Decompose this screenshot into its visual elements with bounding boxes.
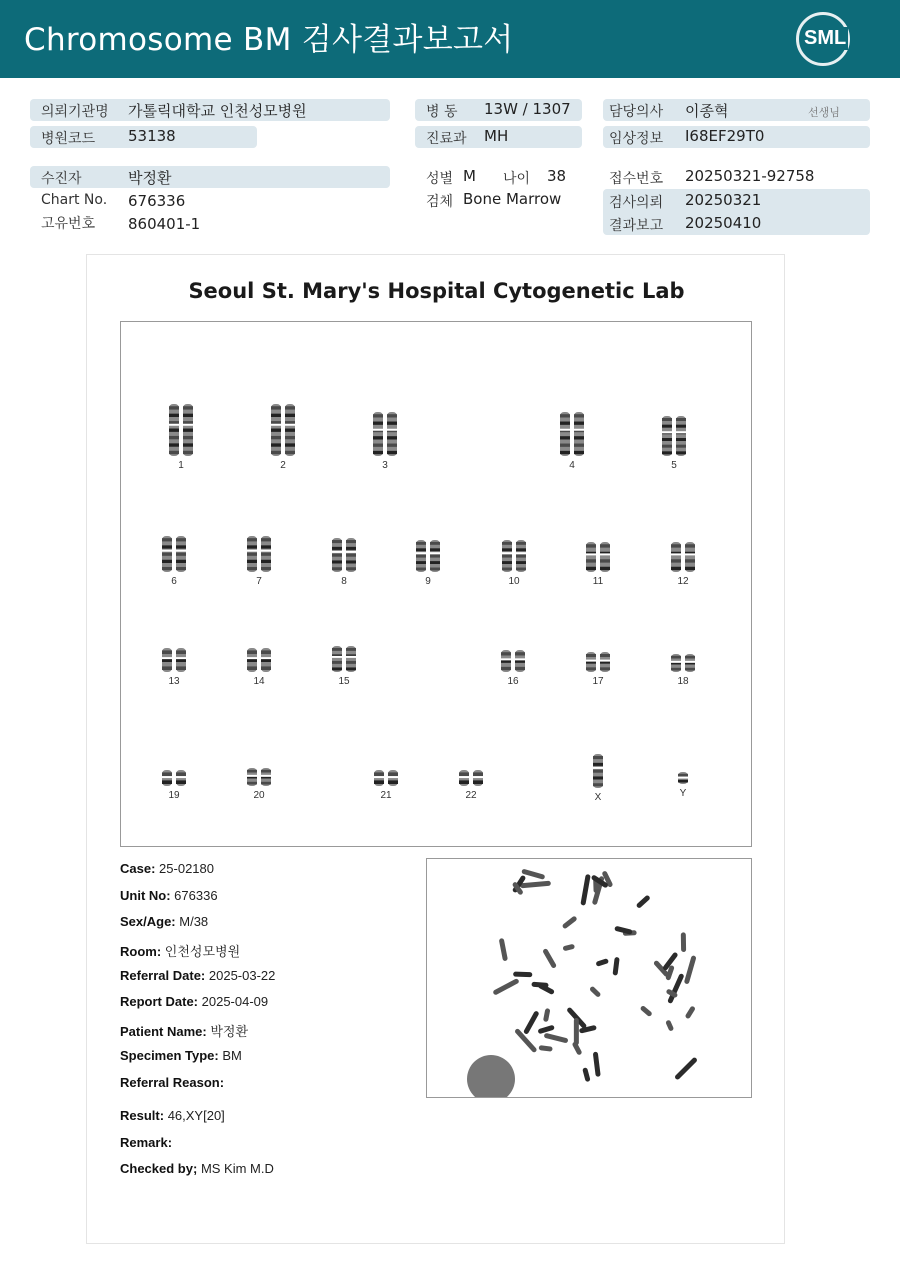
chromosome-pair-icon xyxy=(458,770,484,786)
chromosome-pair-icon xyxy=(559,412,585,456)
chromosome-label: 14 xyxy=(253,676,265,687)
chromosome-pair-icon xyxy=(331,538,357,572)
unit-row: Unit No: 676336 xyxy=(120,888,218,903)
chromosome-label: 12 xyxy=(677,576,689,587)
chromosome-pair-icon xyxy=(585,542,611,572)
report-value: 20250410 xyxy=(685,214,762,232)
chromosome-pair-icon xyxy=(161,648,187,672)
dept-label: 진료과 xyxy=(426,131,467,147)
chromosome-y xyxy=(663,772,703,799)
report-date-row: Report Date: 2025-04-09 xyxy=(120,994,269,1009)
institution-value: 가톨릭대학교 인천성모병원 xyxy=(128,102,307,120)
chromosome-9 xyxy=(408,540,448,587)
chromosome-label: 11 xyxy=(592,576,604,587)
room-row: Room: 인천성모병원 xyxy=(120,944,241,959)
chromosome-pair-icon xyxy=(246,648,272,672)
chromosome-pair-icon xyxy=(585,652,611,672)
sex-label: 성별 xyxy=(426,171,454,187)
chromosome-18 xyxy=(663,654,703,687)
chromosome-pair-icon xyxy=(246,536,272,572)
id-label: 고유번호 xyxy=(41,216,96,232)
ward-value: 13W / 1307 xyxy=(484,100,571,118)
chromosome-label: 2 xyxy=(280,460,286,471)
chromosome-pair-icon xyxy=(661,416,687,456)
logo-text: SML xyxy=(804,27,847,49)
chromosome-pair-icon xyxy=(270,404,296,456)
chromosome-label: 20 xyxy=(253,790,265,801)
chromosome-label: 9 xyxy=(425,576,431,587)
chromosome-5 xyxy=(654,416,694,471)
chromosome-19 xyxy=(154,770,194,801)
chromosome-pair-icon xyxy=(161,770,187,786)
lab-report xyxy=(86,254,785,1244)
chromosome-label: 22 xyxy=(465,790,477,801)
chromosome-7 xyxy=(239,536,279,587)
chromosome-label: 21 xyxy=(380,790,392,801)
chromosome-pair-icon xyxy=(670,542,696,572)
sml-logo xyxy=(796,12,854,66)
chromosome-6 xyxy=(154,536,194,587)
chromosome-14 xyxy=(239,648,279,687)
chromosome-label: 8 xyxy=(341,576,347,587)
karyogram xyxy=(120,321,752,847)
report-label: 결과보고 xyxy=(609,218,664,234)
patient-label: 수진자 xyxy=(41,171,82,187)
chromosome-2 xyxy=(263,404,303,471)
chromosome-label: 3 xyxy=(382,460,388,471)
chromosome-13 xyxy=(154,648,194,687)
specimen-value: Bone Marrow xyxy=(463,190,562,208)
doctor-value: 이종혁 xyxy=(685,102,729,120)
hospital-code-value: 53138 xyxy=(128,127,176,145)
chromosome-label: 18 xyxy=(677,676,689,687)
chromosome-1 xyxy=(161,404,201,471)
chromosome-pair-icon xyxy=(331,646,357,672)
chromosome-label: 19 xyxy=(168,790,180,801)
lab-title: Seoul St. Mary's Hospital Cytogenetic Lab xyxy=(188,279,685,303)
sexage-row: Sex/Age: M/38 xyxy=(120,914,209,929)
clinical-value: I68EF29T0 xyxy=(685,127,765,145)
chromosome-22 xyxy=(451,770,491,801)
request-label: 검사의뢰 xyxy=(609,195,664,211)
chromosome-label: Y xyxy=(679,788,687,799)
metaphase-spread-icon xyxy=(427,859,751,1097)
checked-row: Checked by; MS Kim M.D xyxy=(120,1161,274,1176)
chromosome-pair-icon xyxy=(592,754,604,788)
chromosome-pair-icon xyxy=(373,770,399,786)
result-row: Result: 46,XY[20] xyxy=(120,1108,225,1123)
header-bar xyxy=(0,0,900,78)
chromosome-label: 10 xyxy=(508,576,520,587)
chromosome-label: 15 xyxy=(338,676,350,687)
chromosome-pair-icon xyxy=(372,412,398,456)
chromosome-8 xyxy=(324,538,364,587)
chromosome-3 xyxy=(365,412,405,471)
metaphase-image xyxy=(426,858,752,1098)
chromosome-17 xyxy=(578,652,618,687)
age-label: 나이 xyxy=(503,171,531,187)
chromosome-pair-icon xyxy=(500,650,526,672)
chromosome-label: 5 xyxy=(671,460,677,471)
chromosome-label: 17 xyxy=(592,676,604,687)
chromosome-pair-icon xyxy=(246,768,272,786)
chromosome-label: X xyxy=(594,792,602,803)
chromosome-x xyxy=(578,754,618,803)
chromosome-pair-icon xyxy=(161,536,187,572)
remark-row: Remark: xyxy=(120,1135,173,1150)
chromosome-label: 4 xyxy=(569,460,575,471)
receipt-label: 접수번호 xyxy=(609,171,664,187)
patient-value: 박정환 xyxy=(128,169,172,187)
doctor-label: 담당의사 xyxy=(609,104,664,120)
chromosome-label: 16 xyxy=(507,676,519,687)
report-title: Chromosome BM 검사결과보고서 xyxy=(24,22,514,58)
case-row: Case: 25-02180 xyxy=(120,861,214,876)
chromosome-label: 6 xyxy=(171,576,177,587)
request-value: 20250321 xyxy=(685,191,762,209)
specimen-type-row: Specimen Type: BM xyxy=(120,1048,242,1063)
id-value: 860401-1 xyxy=(128,215,201,233)
receipt-value: 20250321-92758 xyxy=(685,167,815,185)
referral-date-row: Referral Date: 2025-03-22 xyxy=(120,968,276,983)
chromosome-pair-icon xyxy=(501,540,527,572)
chromosome-label: 7 xyxy=(256,576,262,587)
clinical-label: 임상정보 xyxy=(609,131,664,147)
chromosome-10 xyxy=(494,540,534,587)
chromosome-11 xyxy=(578,542,618,587)
chromosome-pair-icon xyxy=(670,654,696,672)
patient-row xyxy=(30,166,390,188)
chromosome-12 xyxy=(663,542,703,587)
dept-value: MH xyxy=(484,127,509,145)
chromosome-label: 13 xyxy=(168,676,180,687)
institution-label: 의뢰기관명 xyxy=(41,104,109,120)
referral-reason-row: Referral Reason: xyxy=(120,1075,225,1090)
hospital-code-label: 병원코드 xyxy=(41,131,96,147)
chromosome-20 xyxy=(239,768,279,801)
specimen-label: 검체 xyxy=(426,194,454,210)
patient-name-row: Patient Name: 박정환 xyxy=(120,1024,249,1039)
ward-label: 병 동 xyxy=(426,104,458,120)
chromosome-15 xyxy=(324,646,364,687)
chromosome-pair-icon xyxy=(677,772,689,784)
age-value: 38 xyxy=(547,167,567,185)
chromosome-21 xyxy=(366,770,406,801)
chromosome-label: 1 xyxy=(178,460,184,471)
chromosome-4 xyxy=(552,412,592,471)
chromosome-pair-icon xyxy=(415,540,441,572)
sex-value: M xyxy=(463,167,476,185)
chart-value: 676336 xyxy=(128,192,186,210)
doctor-suffix: 선생님 xyxy=(808,106,840,119)
chart-label: Chart No. xyxy=(41,192,108,208)
chromosome-16 xyxy=(493,650,533,687)
chromosome-pair-icon xyxy=(168,404,194,456)
